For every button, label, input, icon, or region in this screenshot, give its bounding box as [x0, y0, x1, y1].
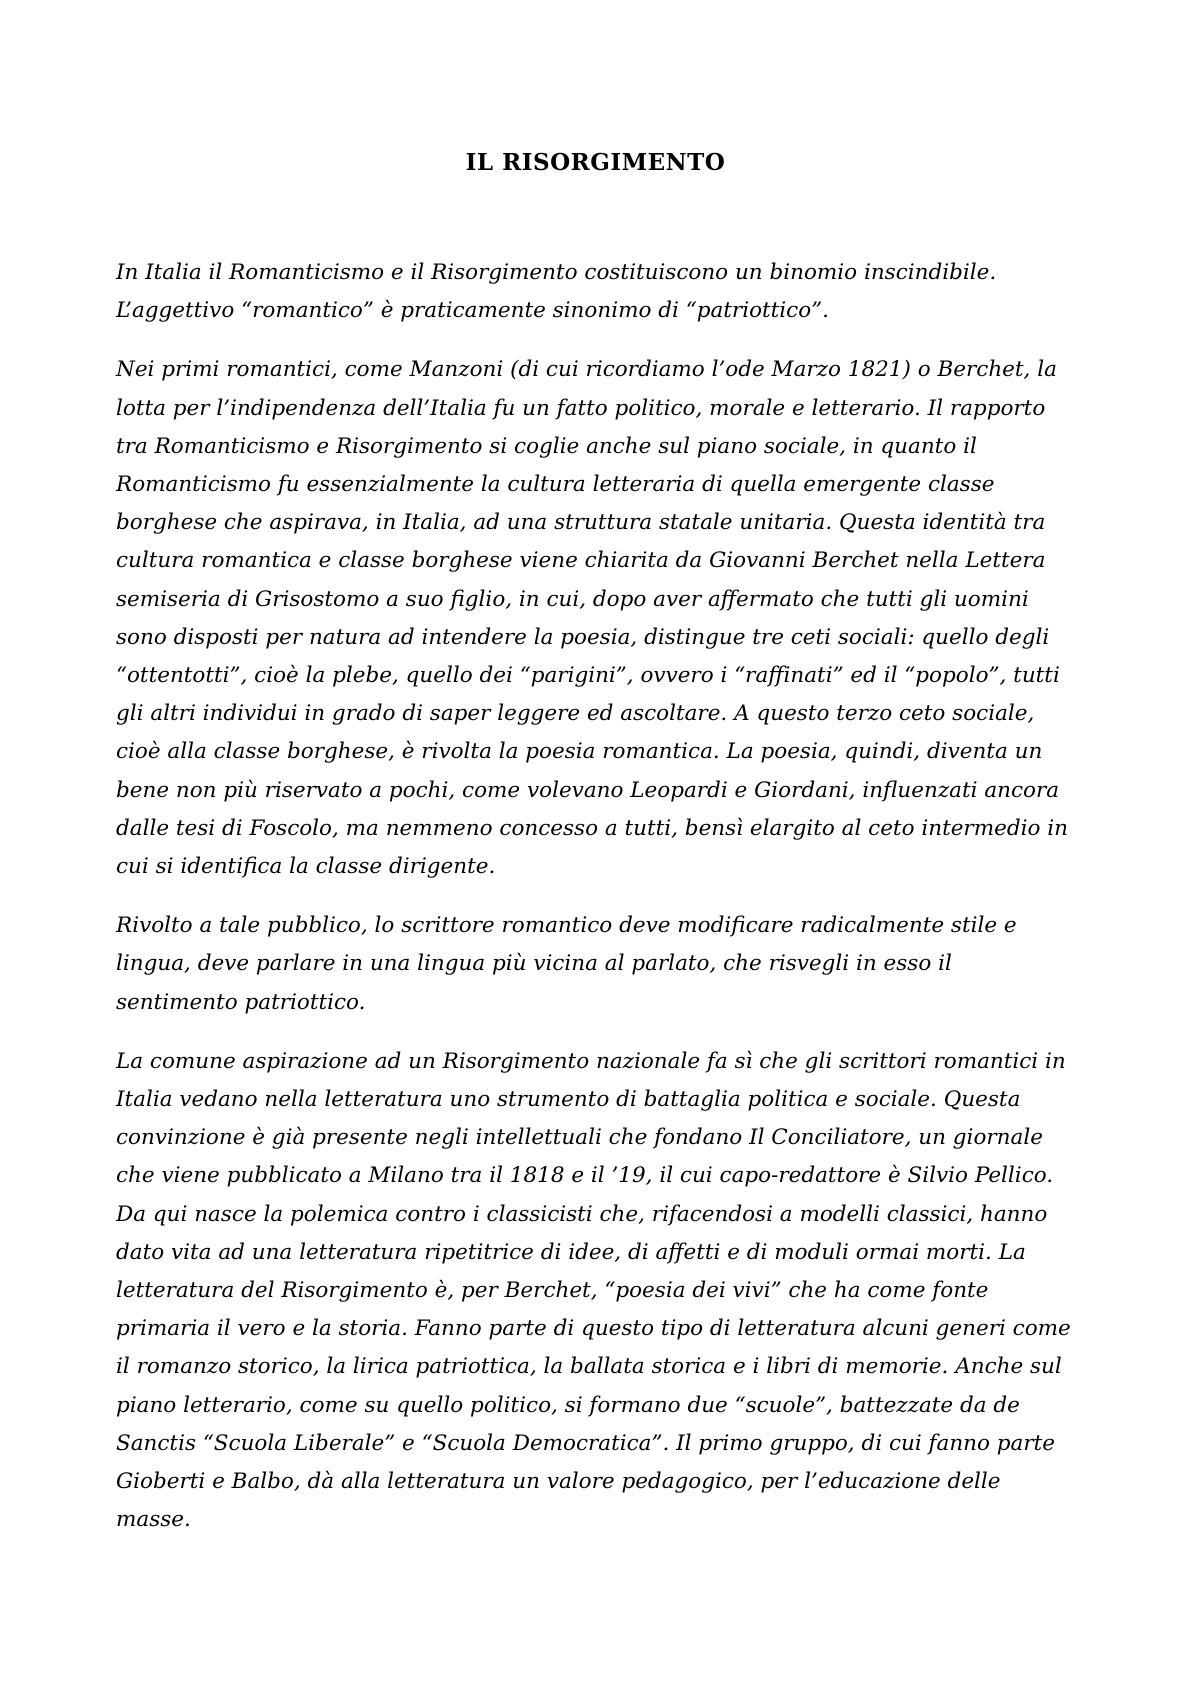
document-title: IL RISORGIMENTO [465, 149, 726, 176]
paragraph-intro: In Italia il Romanticismo e il Risorgimento costituiscono un binomio inscindibile. L’aggettivo “romantico” è praticamente sinonimo di “patriottico”. [116, 260, 997, 324]
paragraph-scrittore: Rivolto a tale pubblico, lo scrittore romantico deve modificare radicalmente stile e lingua, deve parlare in una lingua più vicina al parlato, che risvegli in esso il sentimento patriottico. [116, 913, 1017, 1015]
paragraph-aspirazione: La comune aspirazione ad un Risorgimento nazionale fa sì che gli scrittori romantici in Italia vedano nella letteratura uno strumento di battaglia politica e sociale. Questa convinzione è già presente negli intellettuali che fondano Il Conciliatore, un giornale che viene pubblicato a Milano tra il 1818 e il ’19, il cui capo-redattore è Silvio Pellico. Da qui nasce la polemica contro i classicisti che, rifacendosi a modelli classici, hanno dato vita ad una letteratura ripetitrice di idee, di affetti e di moduli ormai morti. La letteratura del Risorgimento è, per Berchet, “poesia dei vivi” che ha come fonte primaria il vero e la storia. Fanno parte di questo tipo di letteratura alcuni generi come il romanzo storico, la lirica patriottica, la ballata storica e i libri di memorie. Anche sul piano letterario, come su quello politico, si formano due “scuole”, battezzate da de Sanctis “Scuola Liberale” e “Scuola Democratica”. Il primo gruppo, di cui fanno parte Gioberti e Balbo, dà alla letteratura un valore pedagogico, per l’educazione delle masse. [116, 1048, 1071, 1533]
paragraph-romantici: Nei primi romantici, come Manzoni (di cui ricordiamo l’ode Marzo 1821) o Berchet, la lotta per l’indipendenza dell’Italia fu un fatto politico, morale e letterario. Il rapporto tra Romanticismo e Risorgimento si coglie anche sul piano sociale, in quanto il Romanticismo fu essenzialmente la cultura letteraria di quella emergente classe borghese che aspirava, in Italia, ad una struttura statale unitaria. Questa identità tra cultura romantica e classe borghese viene chiarita da Giovanni Berchet nella Lettera semiseria di Grisostomo a suo figlio, in cui, dopo aver affermato che tutti gli uomini sono disposti per natura ad intendere la poesia, distingue tre ceti sociali: quello degli “ottentotti”, cioè la plebe, quello dei “parigini”, ovvero i “raffinati” ed il “popolo”, tutti gli altri individui in grado di saper leggere ed ascoltare. A questo terzo ceto sociale, cioè alla classe borghese, è rivolta la poesia romantica. La poesia, quindi, diventa un bene non più riservato a pochi, come volevano Leopardi e Giordani, influenzati ancora dalle tesi di Foscolo, ma nemmeno concesso a tutti, bensì elargito al ceto intermedio in cui si identifica la classe dirigente. [116, 357, 1068, 880]
